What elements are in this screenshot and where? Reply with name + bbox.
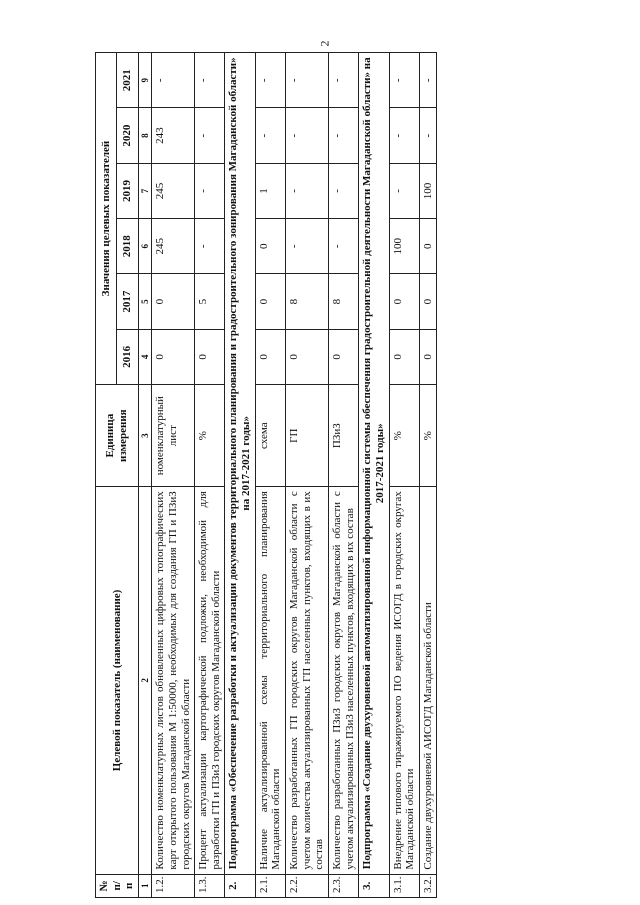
row-name: Создание двухуровневой АИСОГД Магаданской области [419,487,437,874]
row-value: - [419,108,437,163]
row-unit: номенклатурный лист [152,385,195,487]
row-value: - [328,163,358,218]
subprogram-num: 2. [225,874,255,897]
column-index: 5 [138,274,151,329]
row-value: 8 [286,274,329,329]
header-year: 2019 [117,163,138,218]
column-index-row [138,53,151,898]
row-unit: % [195,385,225,487]
row-value: - [328,108,358,163]
subprogram-num: 3. [359,874,389,897]
row-unit: % [389,385,419,487]
row-value: 100 [419,163,437,218]
table-row [152,53,195,898]
row-value: 243 [152,108,195,163]
row-name: Количество номенклатурных листов обновленных цифровых топографических карт открытого пользования М 1:50000, необходимых для создания ГП и ПЗиЗ городских округов Магаданской области [152,487,195,874]
column-index: 9 [138,53,151,108]
row-value: - [328,219,358,274]
row-unit: ГП [286,385,329,487]
row-value: - [389,108,419,163]
column-index: 2 [138,487,151,874]
row-value: 0 [255,274,285,329]
table-row [286,53,329,898]
column-index: 7 [138,163,151,218]
header-values-group: Значения целевых показателей [96,53,117,385]
row-value: 0 [152,329,195,384]
row-value: - [328,53,358,108]
row-value: - [286,163,329,218]
row-value: - [255,108,285,163]
row-value: 1 [255,163,285,218]
target-indicators-table [95,52,437,898]
table-row [419,53,437,898]
row-value: 0 [255,329,285,384]
header-row [96,53,117,898]
page-number: 2 [317,40,332,47]
header-year: 2018 [117,219,138,274]
row-value: 0 [328,329,358,384]
column-index: 1 [138,874,151,897]
row-num: 2.1. [255,874,285,897]
row-value: - [195,219,225,274]
rotated-table-wrapper [95,52,601,898]
row-name: Наличие актуализированной схемы территориального планирования Магаданской области [255,487,285,874]
row-name: Количество разработанных ГП городских округов Магаданской области с учетом количества актуализированных ГП населенных пунктов, входящих в их состав [286,487,329,874]
subprogram-row [359,53,389,898]
header-name: Целевой показатель (наименование) [96,487,139,874]
row-value: 0 [389,274,419,329]
row-value: - [255,53,285,108]
table-row [195,53,225,898]
row-value: - [195,163,225,218]
row-value: 245 [152,163,195,218]
row-value: - [419,53,437,108]
row-value: 0 [419,329,437,384]
column-index: 4 [138,329,151,384]
column-index: 6 [138,219,151,274]
row-name: Процент актуализации картографической подложки, необходимой для разработки ГП и ПЗиЗ городских округов Магаданской области [195,487,225,874]
row-value: 0 [419,219,437,274]
row-value: 5 [195,274,225,329]
row-value: 0 [286,329,329,384]
header-year: 2017 [117,274,138,329]
row-value: 8 [328,274,358,329]
row-value: - [286,108,329,163]
row-value: 0 [195,329,225,384]
header-year: 2021 [117,53,138,108]
header-year: 2020 [117,108,138,163]
column-index: 3 [138,385,151,487]
row-num: 2.3. [328,874,358,897]
row-name: Количество разработанных ПЗиЗ городских округов Магаданской области с учетом актуализированных ПЗиЗ населенных пунктов, входящих в их состав [328,487,358,874]
subprogram-title: Подпрограмма «Создание двухуровневой автоматизированной информационной системы обеспечения градостроительной деятельности Магаданской области» на 2017-2021 годы» [359,53,389,875]
row-value: 0 [152,274,195,329]
row-num: 1.3. [195,874,225,897]
row-unit: ПЗиЗ [328,385,358,487]
table-row [255,53,285,898]
header-unit: Единица измерения [96,385,139,487]
subprogram-title: Подпрограмма «Обеспечение разработки и актуализации документов территориального планирования и градостроительного зонирования Магаданской области» на 2017-2021 годы» [225,53,255,875]
column-index: 8 [138,108,151,163]
row-unit: % [419,385,437,487]
header-num: № п/п [96,874,139,897]
header-year: 2016 [117,329,138,384]
row-num: 1.2. [152,874,195,897]
row-name: Внедрение типового тиражируемого ПО ведения ИСОГД в городских округах Магаданской области [389,487,419,874]
row-unit: схема [255,385,285,487]
row-value: - [152,53,195,108]
row-value: - [286,53,329,108]
row-value: 100 [389,219,419,274]
row-num: 3.2. [419,874,437,897]
row-value: 0 [389,329,419,384]
row-value: 245 [152,219,195,274]
row-value: 0 [255,219,285,274]
row-value: - [389,163,419,218]
table-row [328,53,358,898]
row-value: - [286,219,329,274]
row-value: 0 [419,274,437,329]
row-value: - [195,53,225,108]
row-value: - [389,53,419,108]
row-num: 3.1. [389,874,419,897]
row-value: - [195,108,225,163]
subprogram-row [225,53,255,898]
row-num: 2.2. [286,874,329,897]
table-row [389,53,419,898]
